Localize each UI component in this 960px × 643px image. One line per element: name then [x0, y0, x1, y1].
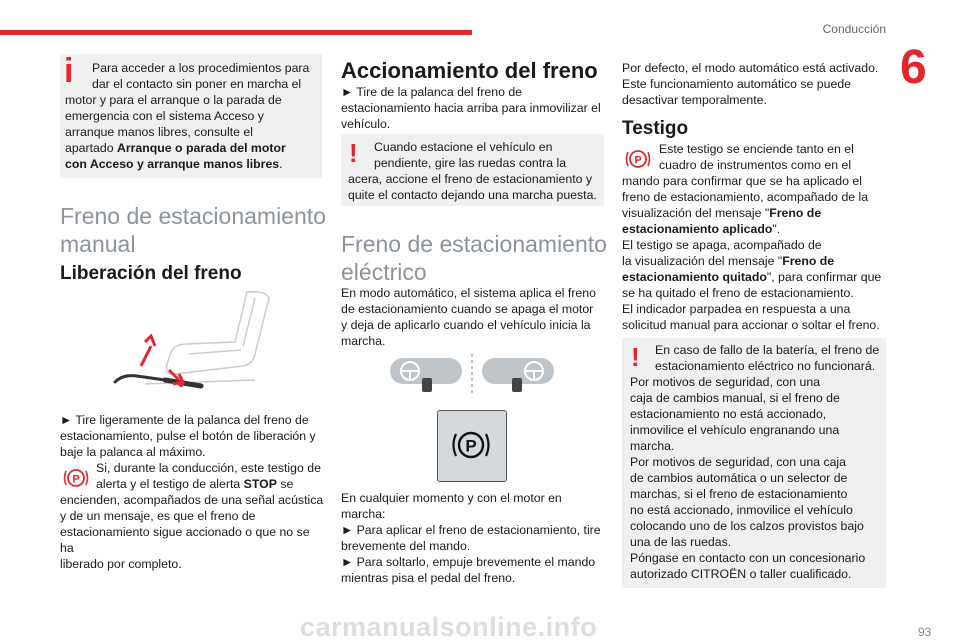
info-box-text-cont: motor y para el arranque o la parada de emergencia con el sistema Acceso y arranque manos libres, consulte el apartado Arranque o parada del motor con Acceso y arranque manos libres.: [65, 93, 286, 171]
auto-mode-text: En modo automático, el sistema aplica el freno de estacionamiento cuando se apaga el motor y deja de aplicarlo cuando el vehículo inicia la marcha.: [341, 286, 596, 348]
lamp-text: Este testigo se enciende tanto en el cuadro de instrumentos como en el: [659, 142, 854, 172]
battery-warning-text: En caso de fallo de la batería, el freno de estacionamiento eléctrico no funcionará.: [655, 343, 880, 373]
manual-use-text: En cualquier momento y con el motor en marcha: ► Para aplicar el freno de estacionamiento, tire brevemente del mando. ► Para soltarlo, empuje brevemente el mando mientras pisa el pedal del freno.: [341, 491, 601, 585]
parking-brake-warning-icon: [624, 146, 652, 172]
warning-text: Si, durante la conducción, este testigo de alerta y el testigo de alerta STOP se: [96, 461, 321, 491]
header-accent-bar: [0, 30, 472, 35]
svg-text:P: P: [72, 473, 80, 486]
page-number: 93: [918, 625, 932, 639]
heading-manual-brake: Freno de estacionamiento manual: [60, 203, 326, 257]
battery-warning-text-cont: Por motivos de seguridad, con una caja de cambios manual, si el freno de estacionamiento no está accionado, inmovilice el vehículo engranando una marcha. Por motivos de seguridad, con una caja de cambios automática o un selector de marchas, si el freno de estacionamiento no está accionado, inmovilice el vehículo colocando uno de los calzos provistos bajo una de las ruedas. Póngase en contacto con un concesionario autorizado CITROËN o taller cualificado.: [630, 375, 866, 581]
warning-text-cont: encienden, acompañados de una señal acústica y de un mensaje, es que el freno de estacionamiento sigue accionado o que no se ha liberado por completo.: [60, 493, 324, 571]
heading-electric-brake: Freno de estacionamiento eléctrico: [341, 231, 607, 285]
heading-operation: Accionamiento del freno: [341, 58, 598, 83]
heading-release: Liberación del freno: [60, 263, 242, 284]
operation-text: ► Tire de la palanca del freno de estacionamiento hacia arriba para inmovilizar el vehículo.: [341, 85, 601, 131]
info-i-icon: i: [64, 52, 74, 90]
heading-lamp: Testigo: [622, 118, 689, 139]
svg-text:P: P: [465, 436, 477, 456]
release-instructions: ► Tire ligeramente de la palanca del freno de estacionamiento, pulse el botón de liberación y baje la palanca al máximo.: [60, 413, 316, 459]
parking-brake-button-icon: [448, 424, 494, 466]
chapter-number: 6: [900, 41, 927, 94]
seat-handbrake-illustration: [105, 284, 275, 394]
exclamation-icon: !: [349, 138, 358, 168]
slope-warning-text: Cuando estacione el vehículo en pendiente, gire las ruedas contra la: [374, 140, 567, 170]
default-mode-text: Por defecto, el modo automático está activado. Este funcionamiento automático se puede desactivar temporalmente.: [622, 61, 879, 107]
watermark: carmanualsonline.info: [300, 612, 598, 642]
parking-brake-warning-icon: [62, 465, 90, 491]
lamp-text-cont: mando para confirmar que se ha aplicado el freno de estacionamiento, acompañado de la visualización del mensaje "Freno de estacionamiento aplicado". El testigo se apaga, acompañado de la visualización del mensaje "Freno de estacionamiento quitado", para confirmar que se ha quitado el freno de estacionamiento. El indicador parpadea en respuesta a una solicitud manual para accionar o soltar el freno.: [622, 174, 882, 332]
svg-text:P: P: [634, 154, 642, 167]
slope-warning-text-cont: acera, accione el freno de estacionamiento y quite el contacto dejando una marcha puesta.: [348, 172, 597, 202]
section-title: Conducción: [822, 22, 886, 36]
info-box-text: Para acceder a los procedimientos para dar el contacto sin poner en marcha el: [92, 61, 310, 91]
auto-mode-illustration: [390, 352, 560, 398]
exclamation-icon: !: [631, 342, 640, 372]
